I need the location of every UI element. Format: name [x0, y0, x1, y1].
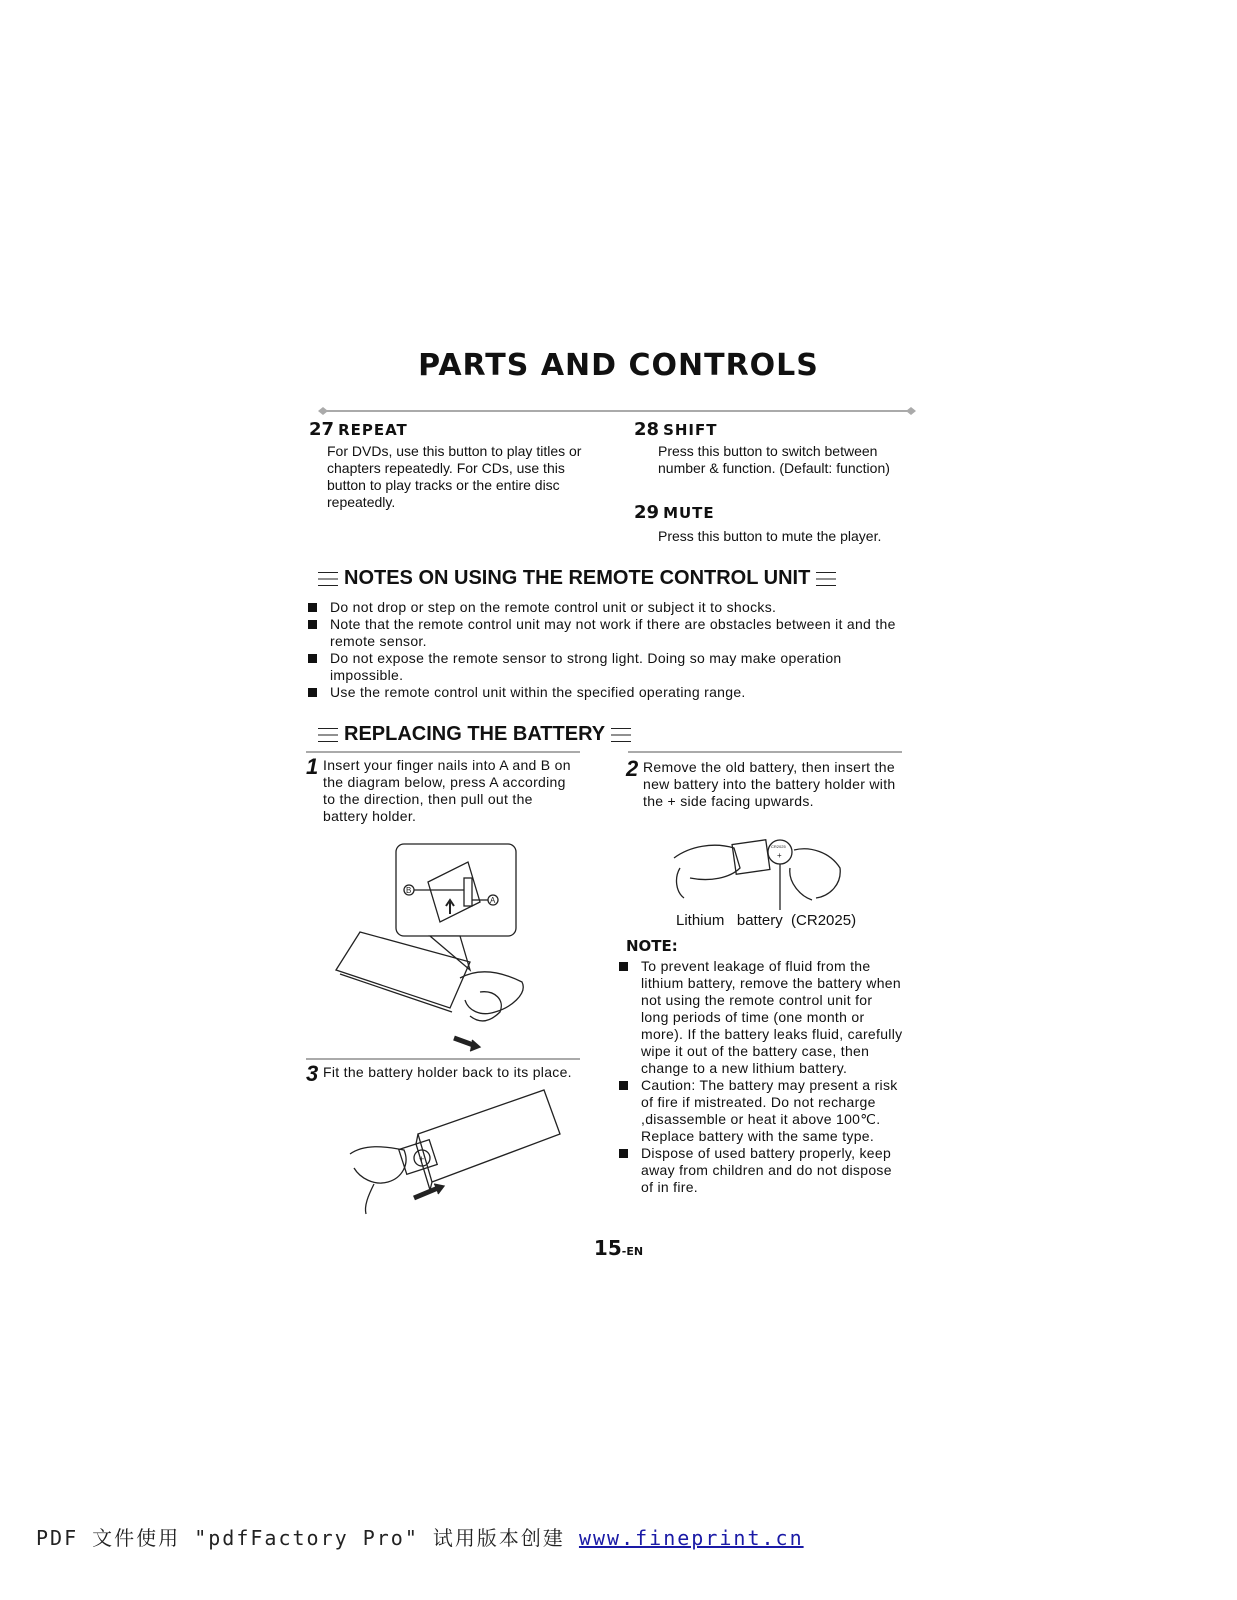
page-number-suffix: -EN [621, 1245, 644, 1258]
list-item: Caution: The battery may present a risk of fire if mistreated. Do not recharge ,disassemble or heat it above 100℃. Replace battery with the same type. [617, 1077, 903, 1145]
list-item: Use the remote control unit within the specified operating range. [306, 684, 902, 701]
list-item: Do not drop or step on the remote control unit or subject it to shocks. [306, 599, 902, 616]
item-number: 29 [634, 502, 660, 523]
page-title: PARTS AND CONTROLS [418, 348, 819, 383]
footer-text: PDF 文件使用 "pdfFactory Pro" 试用版本创建 [36, 1526, 579, 1550]
list-item: Do not expose the remote sensor to strong light. Doing so may make operation impossible. [306, 650, 902, 684]
item-number: 28 [634, 419, 660, 440]
battery-heading [312, 723, 637, 746]
item-description: For DVDs, use this button to play titles or chapters repeatedly. For CDs, use this button to play tracks or the entire disc repeatedly. [327, 443, 582, 510]
list-item: Dispose of used battery properly, keep away from children and do not dispose of in fire. [617, 1145, 903, 1196]
coin-cell-label: CR2025 [771, 844, 786, 849]
diagram-label-a: A [490, 896, 496, 905]
step-number: 1 [306, 754, 319, 779]
page-number-value: 15 [593, 1236, 622, 1260]
note-list [617, 958, 903, 1196]
item-shift [634, 419, 924, 477]
note-heading: NOTE: [626, 937, 678, 955]
item-description: Press this button to switch between number & function. (Default: function) [658, 443, 890, 476]
menu-bars-icon [816, 572, 836, 586]
notes-list [306, 599, 902, 701]
divider [306, 751, 580, 753]
battery-heading-text: REPLACING THE BATTERY [344, 723, 606, 745]
list-item: Note that the remote control unit may not work if there are obstacles between it and the remote sensor. [306, 616, 902, 650]
menu-bars-icon [318, 728, 338, 742]
divider [628, 751, 902, 753]
battery-swap-diagram [670, 828, 850, 912]
notes-heading [312, 567, 842, 590]
item-label: REPEAT [338, 421, 408, 439]
step-text: Insert your finger nails into A and B on the diagram below, press A according to the direction, then pull out the battery holder. [323, 757, 571, 824]
remote-insert-diagram [344, 1086, 566, 1216]
diagram-label-b: B [406, 886, 412, 895]
diagram-label-plus: + [419, 1154, 425, 1164]
step-2 [626, 756, 906, 810]
title-divider [318, 404, 916, 418]
step-1 [306, 754, 580, 825]
page-number [0, 1236, 1237, 1260]
item-number: 27 [309, 419, 335, 440]
coin-cell-plus: + [777, 851, 782, 860]
step-3 [306, 1061, 586, 1086]
item-label: SHIFT [663, 421, 718, 439]
battery-caption: Lithium battery (CR2025) [676, 912, 857, 929]
step-text: Fit the battery holder back to its place. [323, 1064, 572, 1080]
menu-bars-icon [611, 728, 631, 742]
footer-link[interactable]: www.fineprint.cn [578, 1526, 804, 1550]
item-repeat [309, 419, 599, 511]
item-description: Press this button to mute the player. [658, 528, 882, 544]
footer-watermark [36, 1522, 804, 1551]
notes-heading-text: NOTES ON USING THE REMOTE CONTROL UNIT [344, 567, 811, 589]
list-item: To prevent leakage of fluid from the lithium battery, remove the battery when not using the remote control unit for long periods of time (one month or more). If the battery leaks fluid, carefully wipe it out of the battery case, then change to a new lithium battery. [617, 958, 903, 1077]
item-label: MUTE [663, 504, 715, 522]
step-number: 3 [306, 1061, 319, 1086]
menu-bars-icon [318, 572, 338, 586]
item-mute [634, 502, 924, 545]
divider [306, 1058, 580, 1060]
remote-eject-diagram [330, 842, 540, 1054]
step-number: 2 [626, 756, 639, 781]
step-text: Remove the old battery, then insert the new battery into the battery holder with the + side facing upwards. [643, 759, 896, 809]
